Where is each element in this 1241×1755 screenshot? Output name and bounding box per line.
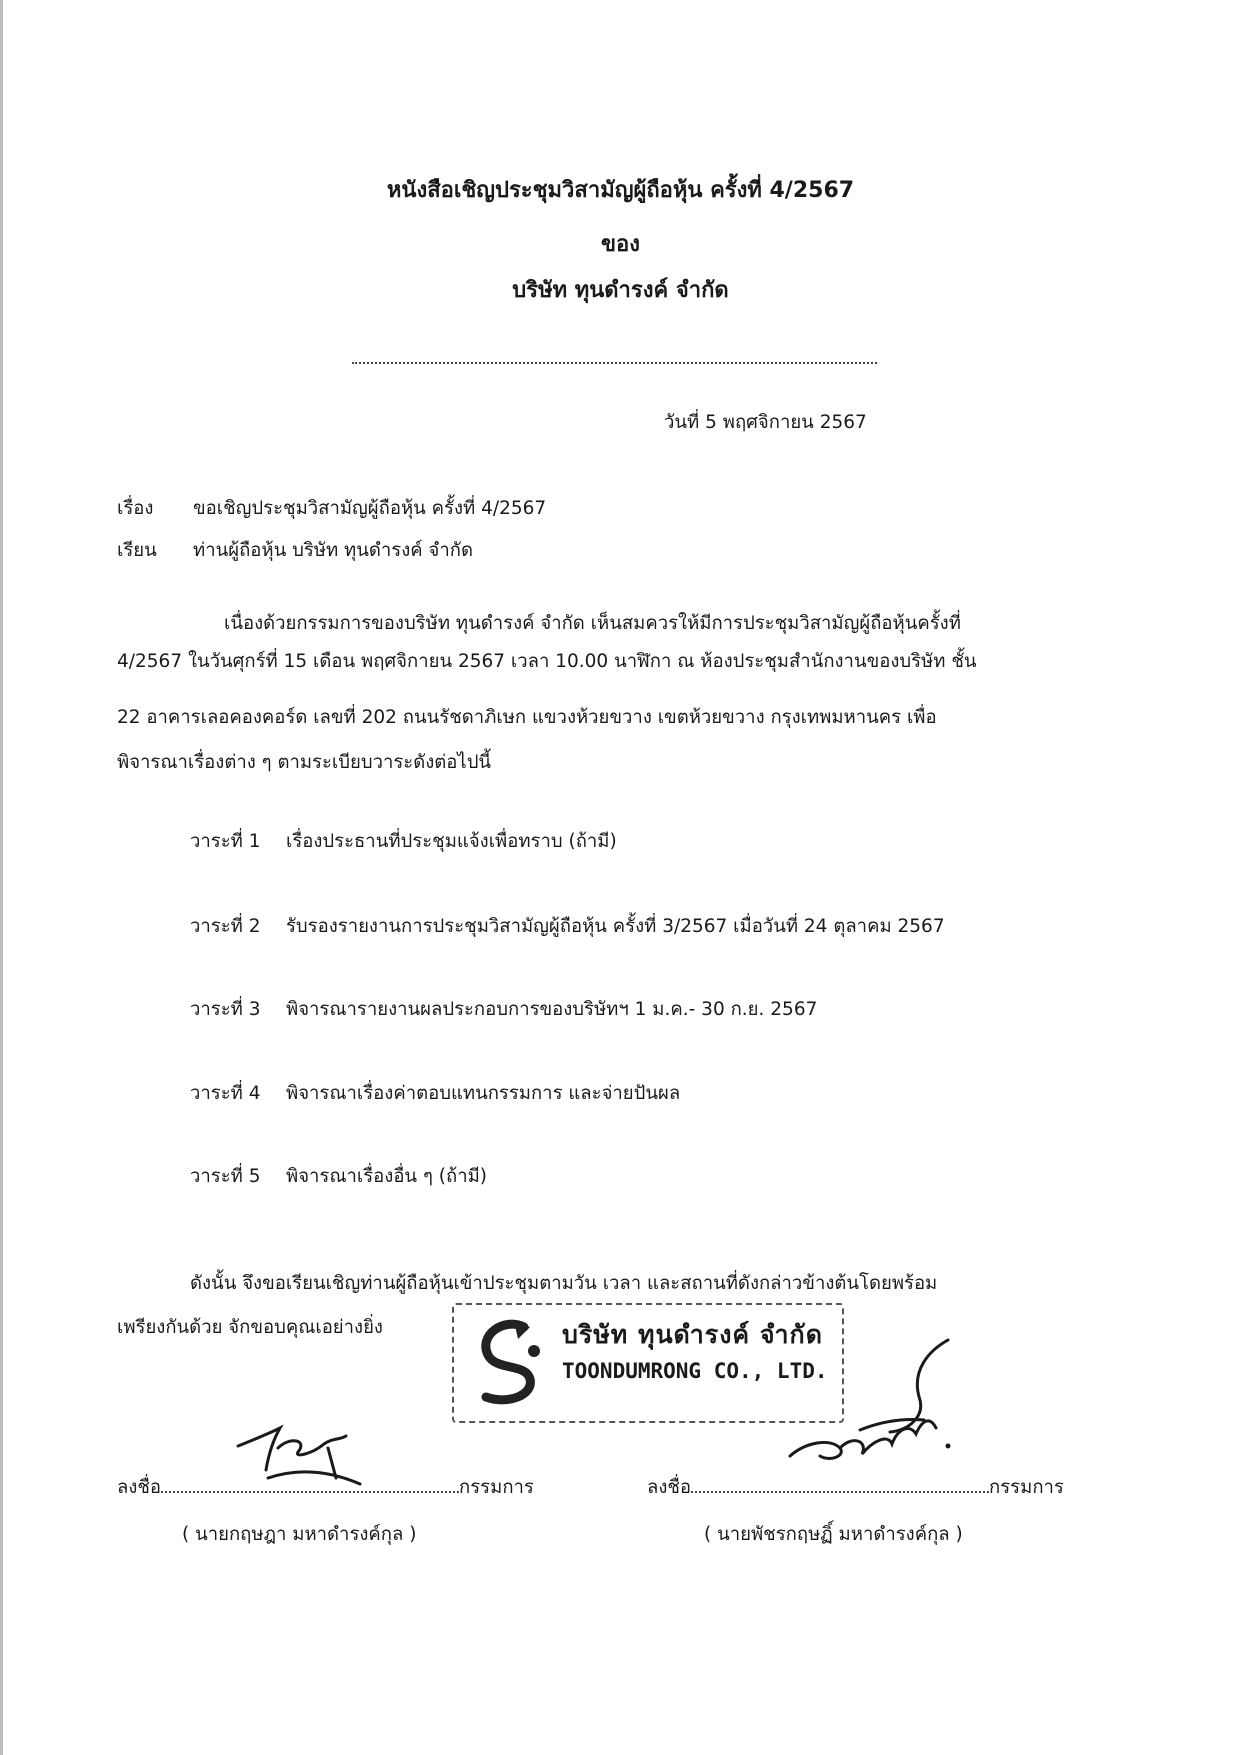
intro-line-2: 4/2567 ในวันศุกร์ที่ 15 เดือน พฤศจิกายน 2567 เวลา 10.00 นาฬิกา ณ ห้องประชุมสำนักงานของบริษัท ชั้น <box>117 651 977 672</box>
agenda-item-2-label: วาระที่ 2 <box>190 916 261 937</box>
intro-line-1: เนื่องด้วยกรรมการของบริษัท ทุนดำรงค์ จำกัด เห็นสมควรให้มีการประชุมวิสามัญผู้ถือหุ้นครั้งที่ <box>224 613 961 634</box>
scan-edge <box>0 0 3 1755</box>
subject-text: ขอเชิญประชุมวิสามัญผู้ถือหุ้น ครั้งที่ 4/2567 <box>193 498 547 519</box>
date-line: วันที่ 5 พฤศจิกายน 2567 <box>664 412 867 433</box>
agenda-item-1-text: เรื่องประธานที่ประชุมแจ้งเพื่อทราบ (ถ้ามี) <box>286 831 617 852</box>
stamp-company-thai: บริษัท ทุนดำรงค์ จำกัด <box>562 1320 823 1349</box>
stamp-logo-icon <box>464 1313 554 1413</box>
signature-right-icon <box>770 1330 970 1480</box>
recipient-text: ท่านผู้ถือหุ้น บริษัท ทุนดำรงค์ จำกัด <box>193 540 473 561</box>
signature-dots-right <box>691 1475 989 1493</box>
role-left: กรรมการ <box>459 1477 534 1498</box>
company-name-title: บริษัท ทุนดำรงค์ จำกัด <box>512 278 729 303</box>
signature-dots-left <box>161 1475 459 1493</box>
stamp-company-english: TOONDUMRONG CO., LTD. <box>562 1359 828 1383</box>
role-right: กรรมการ <box>989 1477 1064 1498</box>
closing-line-1: ดังนั้น จึงขอเรียนเชิญท่านผู้ถือหุ้นเข้าประชุมตามวัน เวลา และสถานที่ดังกล่าวข้างต้นโดยพร้อม <box>190 1273 938 1294</box>
agenda-item-2-text: รับรองรายงานการประชุมวิสามัญผู้ถือหุ้น ครั้งที่ 3/2567 เมื่อวันที่ 24 ตุลาคม 2567 <box>286 916 945 937</box>
agenda-item-5-text: พิจารณาเรื่องอื่น ๆ (ถ้ามี) <box>286 1166 487 1187</box>
sign-label-left: ลงชื่อ <box>117 1477 162 1498</box>
intro-line-4: พิจารณาเรื่องต่าง ๆ ตามระเบียบวาระดังต่อไปนี้ <box>117 752 492 773</box>
agenda-item-5-label: วาระที่ 5 <box>190 1166 261 1187</box>
recipient-label: เรียน <box>117 540 157 561</box>
signer-name-left: ( นายกฤษฎา มหาดำรงค์กุล ) <box>182 1524 417 1545</box>
agenda-item-1-label: วาระที่ 1 <box>190 831 261 852</box>
signer-name-right: ( นายพัชรกฤษฏิ์ มหาดำรงค์กุล ) <box>704 1524 963 1545</box>
intro-line-3: 22 อาคารเลอคองคอร์ด เลขที่ 202 ถนนรัชดาภิเษก แขวงห้วยขวาง เขตห้วยขวาง กรุงเทพมหานคร เพื่อ <box>117 707 937 728</box>
agenda-item-3-text: พิจารณารายงานผลประกอบการของบริษัทฯ 1 ม.ค.- 30 ก.ย. 2567 <box>286 999 818 1020</box>
document-title-of: ของ <box>601 232 640 257</box>
closing-line-2: เพรียงกันด้วย จักขอบคุณเอย่างยิ่ง <box>117 1317 383 1338</box>
signature-line-left <box>117 1473 534 1502</box>
subject-label: เรื่อง <box>117 498 154 519</box>
agenda-item-4-label: วาระที่ 4 <box>190 1083 261 1104</box>
agenda-item-4-text: พิจารณาเรื่องค่าตอบแทนกรรมการ และจ่ายปันผล <box>286 1083 681 1104</box>
sign-label-right: ลงชื่อ <box>647 1477 692 1498</box>
agenda-item-3-label: วาระที่ 3 <box>190 999 261 1020</box>
divider <box>352 362 877 364</box>
signature-line-right <box>647 1473 1064 1502</box>
document-title: หนังสือเชิญประชุมวิสามัญผู้ถือหุ้น ครั้งที่ 4/2567 <box>386 178 855 203</box>
